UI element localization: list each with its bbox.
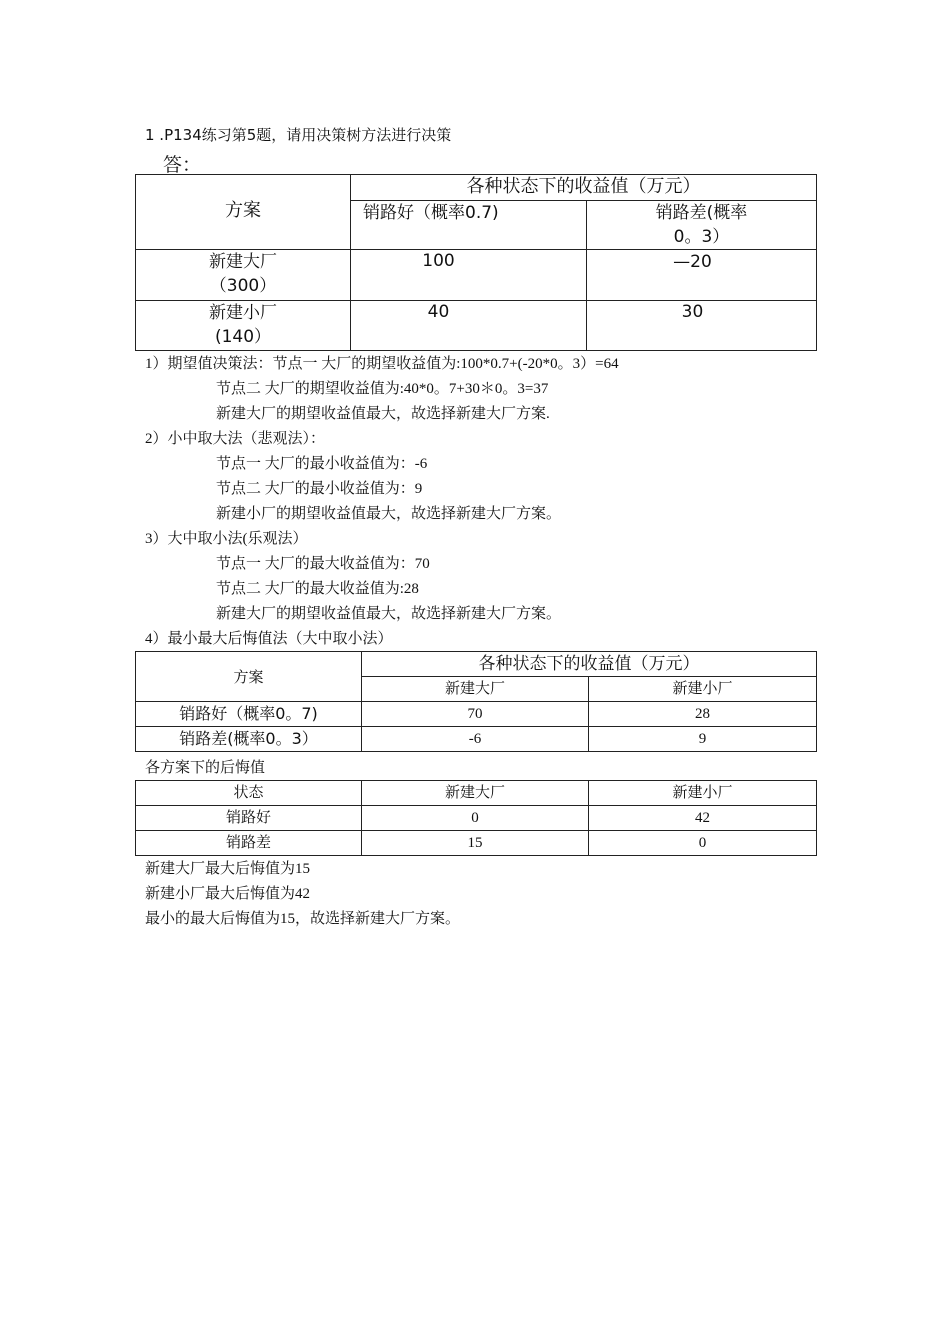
method4-title: 4）最小最大后悔值法（大中取小法）	[145, 631, 393, 647]
table1-row1-name-line2: （300）	[209, 276, 277, 296]
method2-line3: 新建小厂的期望收益值最大，故选择新建大厂方案。	[216, 506, 562, 522]
table1-header-scheme: 方案	[136, 175, 351, 250]
method3-line3: 新建大厂的期望收益值最大，故选择新建大厂方案。	[216, 606, 562, 622]
table3-row2-v2: 0	[589, 831, 817, 856]
table2-col2: 新建小厂	[589, 677, 817, 702]
table3-col1: 新建大厂	[362, 781, 589, 806]
table2-row1-v1: 70	[362, 702, 589, 727]
table1-row2-name-line2: (140）	[214, 327, 272, 347]
table3-row1-v1: 0	[362, 806, 589, 831]
table-row	[136, 702, 817, 727]
table3-row1-label: 销路好	[136, 806, 362, 831]
conclusion-line1: 新建大厂最大后悔值为15	[145, 861, 311, 877]
table2-header-scheme: 方案	[136, 652, 362, 702]
regret-table	[135, 780, 817, 856]
method1-line2: 新建大厂的期望收益值最大，故选择新建大厂方案.	[216, 406, 550, 422]
table-row	[136, 250, 817, 301]
table1-row2-name-line1: 新建小厂	[209, 303, 277, 323]
table3-row2-label: 销路差	[136, 831, 362, 856]
table2-col1: 新建大厂	[362, 677, 589, 702]
table1-state-bad-line1: 销路差(概率	[655, 203, 748, 223]
table2-row2-v2: 9	[589, 727, 817, 752]
table1-state-bad	[587, 201, 817, 250]
conclusion-line3: 最小的最大后悔值为15，故选择新建大厂方案。	[145, 911, 461, 927]
question-title: 1 .P134练习第5题，请用决策树方法进行决策	[145, 126, 452, 144]
table1-row2-good: 40	[351, 301, 587, 351]
regret-title: 各方案下的后悔值	[145, 760, 266, 776]
conclusion-line2: 新建小厂最大后悔值为42	[145, 886, 311, 902]
method3-line1: 节点一 大厂的最大收益值为：70	[216, 556, 430, 572]
table3-col2: 新建小厂	[589, 781, 817, 806]
payoff-table	[135, 174, 817, 351]
table2-row1-v2: 28	[589, 702, 817, 727]
table-row	[136, 831, 817, 856]
table-row	[136, 301, 817, 351]
table1-row2-bad: 30	[587, 301, 817, 351]
method1-line1: 节点二 大厂的期望收益值为:40*0。7+30＊0。3=37	[216, 381, 549, 397]
table1-row1-good: 100	[351, 250, 587, 301]
method2-title: 2）小中取大法（悲观法）：	[145, 431, 326, 447]
answer-label: 答：	[163, 154, 202, 176]
table-row	[136, 727, 817, 752]
table2-header-states: 各种状态下的收益值（万元）	[362, 652, 817, 677]
table1-row1-bad: —20	[587, 250, 817, 301]
table3-header-state: 状态	[136, 781, 362, 806]
table1-header-states: 各种状态下的收益值（万元）	[351, 175, 817, 201]
table1-state-bad-line2: 0。3）	[673, 227, 730, 247]
method3-title: 3）大中取小法(乐观法）	[145, 531, 308, 547]
table2-row2-label: 销路差(概率0。3）	[136, 727, 362, 752]
method3-line2: 节点二 大厂的最大收益值为:28	[216, 581, 419, 597]
table1-row1-name-line1: 新建大厂	[209, 252, 277, 272]
table2-row1-label: 销路好（概率0。7)	[136, 702, 362, 727]
method2-line1: 节点一 大厂的最小收益值为：-6	[216, 456, 428, 472]
table2-row2-v1: -6	[362, 727, 589, 752]
table3-row1-v2: 42	[589, 806, 817, 831]
payoff-table-2	[135, 651, 817, 752]
method1-title: 1）期望值决策法：节点一 大厂的期望收益值为:100*0.7+(-20*0。3）=64	[145, 356, 619, 372]
method2-line2: 节点二 大厂的最小收益值为：9	[216, 481, 423, 497]
table3-row2-v1: 15	[362, 831, 589, 856]
table-row	[136, 806, 817, 831]
table1-state-good: 销路好（概率0.7)	[351, 201, 587, 250]
